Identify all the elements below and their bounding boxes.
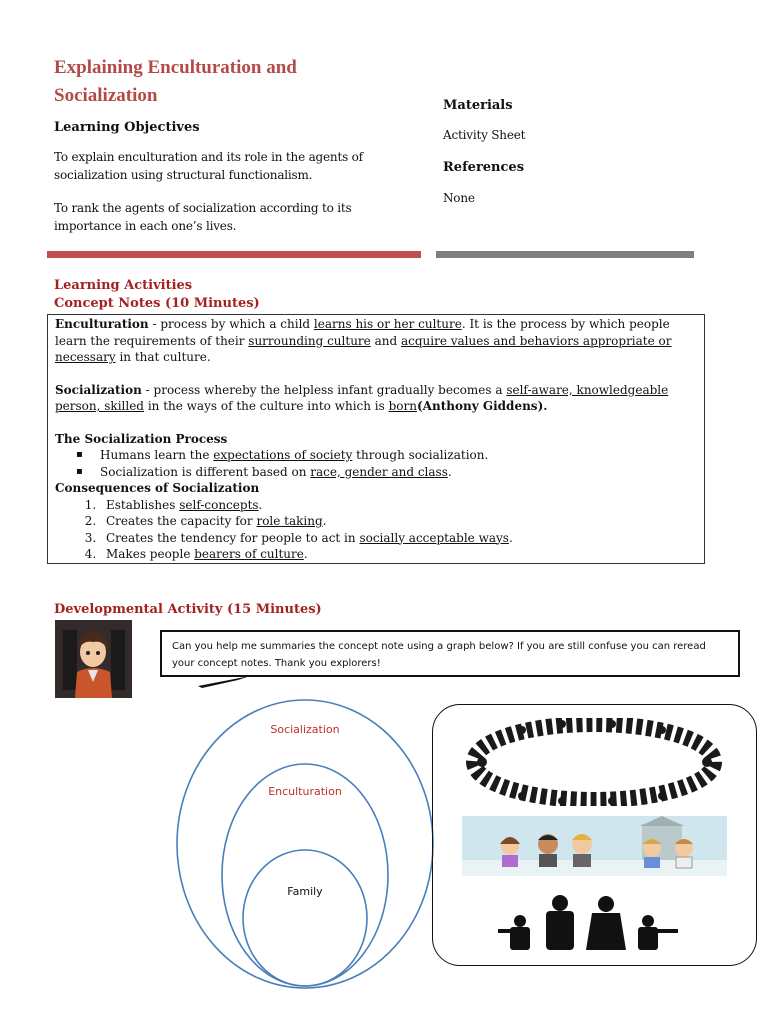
underlined-phrase: learns his or her culture — [313, 317, 462, 331]
school-kids-image — [462, 816, 727, 876]
underlined-phrase: expectations of society — [213, 448, 353, 462]
character-avatar — [55, 620, 132, 698]
people-ring-image — [462, 718, 727, 806]
underlined-phrase: acquire values and behaviors appropriate or necessary — [55, 333, 672, 364]
references-value: None — [443, 191, 475, 205]
label-enculturation: Enculturation — [268, 785, 342, 798]
concentric-circles-diagram — [175, 698, 435, 998]
underlined-phrase: self-aware, knowledgeable person, skilled — [55, 382, 669, 413]
enculturation-term: Enculturation — [55, 317, 149, 331]
label-family: Family — [287, 885, 323, 898]
family-silhouette-image — [498, 895, 683, 950]
text-span: and — [370, 333, 401, 348]
materials-value: Activity Sheet — [443, 128, 526, 142]
list-item — [100, 546, 697, 563]
page-title — [54, 54, 374, 110]
list-item — [100, 464, 697, 481]
underlined-phrase: socially acceptable ways — [359, 530, 509, 545]
list-item — [100, 497, 697, 514]
text-span: through socialization. — [352, 448, 489, 462]
divider-red — [47, 251, 421, 258]
text-span: in that culture. — [115, 350, 211, 364]
underlined-phrase: bearers of culture — [194, 547, 304, 561]
socialization-definition — [55, 382, 697, 415]
text-span: . — [303, 547, 308, 561]
underlined-phrase: role taking — [256, 514, 323, 528]
objectives-heading: Learning Objectives — [54, 120, 200, 135]
text-span: . — [322, 514, 327, 528]
enculturation-definition — [55, 316, 697, 366]
materials-heading: Materials — [443, 98, 513, 113]
speech-bubble — [160, 630, 740, 677]
text-span: Establishes — [106, 497, 180, 512]
text-span: Creates the capacity for — [106, 514, 257, 528]
text-span: Creates the tendency for people to act in — [106, 530, 360, 545]
text-span: . — [508, 530, 513, 545]
outer-circle — [177, 700, 433, 988]
speech-bubble-text: Can you help me summaries the concept note using a graph below? If you are still confuse you can reread your concept notes. Thank you explorers! — [172, 641, 706, 669]
inner-circle — [243, 850, 367, 986]
text-span: - process by which a child — [148, 317, 314, 331]
process-list — [55, 447, 697, 480]
text-span: . — [447, 464, 452, 479]
text-span: . It is the process by which people learn the requirements of their — [55, 317, 670, 348]
underlined-phrase: surrounding culture — [248, 333, 371, 348]
title-line-2: Socialization — [54, 85, 158, 106]
consequences-heading: Consequences of Socialization — [55, 481, 260, 495]
objective-2: To rank the agents of socialization according to its importance in each one’s lives. — [54, 201, 352, 233]
list-item — [100, 513, 697, 530]
objective-1: To explain enculturation and its role in the agents of socialization using structural functionalism. — [54, 150, 363, 182]
divider-gray — [436, 251, 694, 258]
speech-bubble-tail — [190, 672, 270, 692]
underlined-phrase: self-concepts — [179, 497, 259, 512]
list-item — [100, 447, 697, 464]
text-span: . — [258, 497, 263, 512]
concept-notes-box — [47, 314, 705, 564]
process-heading: The Socialization Process — [55, 431, 228, 446]
text-span: - process whereby the helpless infant gradually becomes a — [141, 382, 507, 397]
references-heading: References — [443, 160, 525, 175]
activities-heading: Learning Activities — [54, 278, 193, 293]
socialization-term: Socialization — [55, 382, 142, 397]
concept-notes-heading: Concept Notes (10 Minutes) — [54, 296, 260, 311]
label-socialization: Socialization — [270, 723, 340, 736]
underlined-phrase: born — [388, 399, 417, 413]
text-span: in the ways of the culture into which is — [144, 399, 389, 413]
text-span: Humans learn the — [100, 448, 214, 462]
consequences-list — [55, 497, 697, 563]
text-span: Makes people — [106, 547, 195, 561]
developmental-heading: Developmental Activity (15 Minutes) — [54, 602, 322, 617]
citation: (Anthony Giddens). — [417, 399, 548, 413]
list-item — [100, 530, 697, 547]
text-span: Socialization is different based on — [100, 464, 311, 479]
underlined-phrase: race, gender and class — [310, 464, 448, 479]
title-line-1: Explaining Enculturation and — [54, 57, 297, 78]
